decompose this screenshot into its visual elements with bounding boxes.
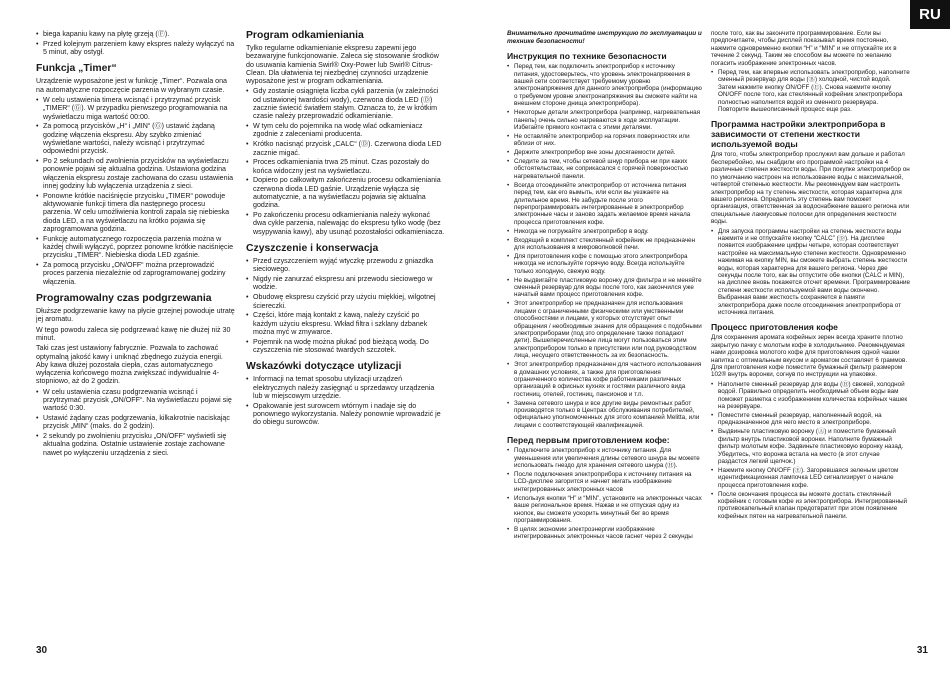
- heading-safety: Инструкция по технике безопасности: [507, 51, 667, 62]
- list-item: • Przed czyszczeniem wyjąć wtyczkę przewodu z gniazdka sieciowego.: [246, 257, 445, 274]
- list-item: • Funkcję automatycznego rozpoczęcia parzenia można w każdej chwili wyłączyć, poprzez ponowne krótkie naciśnięcie przycisku „TIMER“. Niebieska dioda LED zgaśnie.: [36, 235, 235, 260]
- keep-warm-list: [36, 388, 235, 457]
- first-use-list: [507, 447, 702, 540]
- disposal-list: [246, 375, 445, 426]
- list-item: • Gdy zostanie osiągnięta liczba cykli parzenia (w zależności od ustawionej twardości wody), czerwona dioda LED (Ⓓ) zacznie świecić światłem stałym. Oznacza to, że w krótkim czasie należy przeprowadzić odkamienianie.: [246, 87, 445, 120]
- paragraph: Для того, чтобы электроприбор прослужил вам дольше и работал бесперебойно, мы снабдили его программой настройки на 4 различные степени жесткости воды. При покупке электроприбор он по умолчанию настроен на использование воды с максимальной, четвертой степенью жесткости. Мы рекомендуем вам настроить электроприбор на ту степень жесткости, которая характерна для вашего региона. Определить эту степень вам поможет организация, ответственная за водоснабжение вашего региона или специальные лакмусовые полоски для определения жесткости воды.: [711, 151, 910, 226]
- russian-section-right: [711, 30, 910, 520]
- list-item: • Ponowne krótkie naciśnięcie przycisku „TIMER“ powoduje aktywowanie funkcji timera dla następnego procesu parzenia. W celu umożliwienia kontroli zapala się niebieska dioda LED, a na wyświetlaczu na krótko pojawia się zaprogramowana godzina.: [36, 192, 235, 233]
- paragraph: Taki czas jest ustawiony fabrycznie. Pozwala to zachować optymalną jakość kawy i uniknąć zbędnego zużycia energii. Aby kawa dłużej pozostała ciepła, czas automatycznego wyłączenia końcowego można zwiększać indywidualnie 4-stopniowo, aż do 2 godzin.: [36, 344, 223, 386]
- list-item: • Не выдвигайте пластиковую воронку для фильтра и не меняйте сменный резервуар для воды после того, как закончился уже начатый вами процесс приготовления кофе.: [507, 277, 702, 299]
- paragraph: после того, как вы закончите программирование. Если вы предпочитаете, чтобы дисплей показывал время постоянно, нажмите одновременно кнопки “H” и “MIN” и не отпускайте их в течение 2 секунд. Таким же способом вы можете по желанию погасить изображение электронных часов.: [711, 30, 897, 67]
- heading-first-use: Перед первым приготовлением кофе:: [507, 435, 670, 446]
- column-1: [36, 30, 235, 459]
- list-item: • В целях экономии электроэнергии изображение интегрированных электронных часов гаснет через 2 секунды: [507, 526, 702, 541]
- list-item: • Используя кнопки “H” и “MIN”, установите на электронных часах ваше региональное время. Нажав и не отпуская одну из кнопок, вы сможете ускорить минутный бег во время программирования.: [507, 495, 702, 525]
- list-item: • Ustawić żądany czas podgrzewania, kilkakrotnie naciskając przycisk „MIN“ (maks. do 2 godzin).: [36, 414, 235, 431]
- language-tab: RU: [910, 0, 950, 29]
- heading-decalcification: Program odkamieniania: [246, 30, 364, 41]
- list-item: • Po 2 sekundach od zwolnienia przycisków na wyświetlaczu ponownie pojawi się aktualna godzina. Ustawiona godzina włączenia ekspresu zostaje zachowana do czasu ustawienia innej godziny lub wyłączenia urządzenia z sieci.: [36, 157, 235, 190]
- decalcification-list: [246, 87, 445, 236]
- list-item: • После окончания процесса вы можете достать стеклянный кофейник с готовым кофе из электроприбора. Интегрированный противокапельный клапан предотвратит при этом появление кофейных пятен на нагревательной панели.: [711, 491, 910, 521]
- cleaning-list: [246, 257, 445, 354]
- paragraph: Для сохранения аромата кофейных зерен всегда храните плотно закрытую пачку с молотым кофе в холодильнике. Рекомендуемая нами дозировка молотого кофе для приготовления одной чашки напитка с оптимальным вкусом и ароматом составляет 6 граммов. Для приготовления кофе поместите бумажный фильтр размером 102® внутрь воронки, согнув по инструкции на упаковке.: [711, 334, 908, 379]
- paragraph: Dłuższe podgrzewanie kawy na płycie grzejnej powoduje utratę jej aromatu.: [36, 307, 235, 324]
- page-number-left: 30: [36, 645, 48, 656]
- list-item: • Перед тем, как впервые использовать электроприбор, наполните сменный резервуар для воды (Ⓑ) холодной, чистой водой. Затем нажмите кнопку ON/OFF (Ⓔ). Снова нажмите кнопку ON/OFF после того, как стеклянный кофейник электроприбора полностью наполнится водой из сменного резервуара. Повторите вышеописанный процесс еще раз.: [711, 69, 910, 113]
- list-item: • Za pomocą przycisku „ON/OFF“ można przeprowadzić proces parzenia niezależnie od zaprogramowanej godziny włączenia.: [36, 261, 235, 286]
- list-item: • Po zakończeniu procesu odkamieniania należy wykonać dwa cykle parzenia, nalewając do ekspresu tylko wodę (bez wsypywania kawy), aby usunąć pozostałości odkamieniacza.: [246, 211, 445, 236]
- paragraph: W tego powodu zaleca się podgrzewać kawę nie dłużej niż 30 minut.: [36, 325, 231, 342]
- water-hardness-list: [711, 228, 910, 317]
- list-item: • Подключите электроприбор к источнику питания. Для уменьшения или увеличения длины сетевого шнура вы можете использовать гнездо для хранения сетевого шнура (Ⓗ).: [507, 447, 702, 469]
- list-item: • Замена сетевого шнура и все другие виды ремонтных работ производятся только в Центрах обслуживания потребителей, официально уполномоченных для этого компанией Melitta, или лицами с соответствующей квалификацией.: [507, 400, 702, 430]
- heading-keep-warm: Programowalny czas podgrzewania: [36, 293, 212, 305]
- list-item: • Входящий в комплект стеклянный кофейник не предназначен для использования в микроволновой печи.: [507, 237, 702, 252]
- heading-water-hardness: Программа настройки электроприбора в зависимости от степени жесткости используемой воды: [711, 119, 886, 150]
- list-item: • Przed kolejnym parzeniem kawy ekspres należy wyłączyć na 5 minut, aby ostygł.: [36, 40, 235, 57]
- list-item: • Nigdy nie zanurzać ekspresu ani przewodu sieciowego w wodzie.: [246, 275, 445, 292]
- intro-list: [36, 30, 235, 56]
- list-item: • Dopiero po całkowitym zakończeniu procesu odkamieniania czerwona dioda LED gaśnie. Urządzenie wyłącza się automatycznie, a na wyświetlaczu pojawia się aktualna godzina.: [246, 176, 445, 209]
- heading-disposal: Wskazówki dotyczące utylizacji: [246, 361, 402, 373]
- list-item: • Pojemnik na wodę można płukać pod bieżącą wodą. Do czyszczenia nie stosować twardych szczotek.: [246, 338, 445, 355]
- list-item: • Za pomocą przycisków „H“ i „MIN“ (Ⓖ) ustawić żądaną godzinę włączenia ekspresu. Aby szybko zmieniać wyświetlane wartości, należy wcisnąć i przytrzymać odpowiedni przycisk.: [36, 122, 235, 155]
- safety-list: [507, 63, 702, 429]
- list-item: • Этот электроприбор предназначен для частного использования в домашних условиях, а также для приготовления ограниченного количества кофе работниками различных организаций в офисных кухнях и гостями различного вида гостиниц, отелей, гостиниц, пансионов и т.п.: [507, 361, 702, 398]
- list-item: • Выдвиньте пластиковую воронку (Ⓐ) и поместите бумажный фильтр внутрь пластиковой воронки. Наполните бумажный фильтр молотым кофе. Задвиньте пластиковую воронку назад. Убедитесь, что воронка встала на место (в этот случае раздастся легкий щелчок.): [711, 428, 910, 465]
- paragraph: Urządzenie wyposażone jest w funkcję „Timer“. Pozwala ona na automatyczne rozpoczęcie parzenia w wybranym czasie.: [36, 77, 227, 94]
- warning-note: Внимательно прочитайте инструкцию по эксплуатации и технике безопасности!: [507, 30, 702, 45]
- list-item: • Поместите сменный резервуар, наполненный водой, на предназначенное для него место в электроприборе.: [711, 412, 910, 427]
- list-item: • Proces odkamieniania trwa 25 minut. Czas pozostały do końca widoczny jest na wyświetlaczu.: [246, 158, 445, 175]
- list-item: • biega kapaniu kawy na płytę grzeją (Ⓕ).: [36, 30, 235, 38]
- russian-section-left: [507, 30, 702, 541]
- heading-cleaning: Czyszczenie i konserwacja: [246, 243, 379, 255]
- list-item: • Следите за тем, чтобы сетевой шнур прибора ни при каких обстоятельствах, не соприкасался с горячей поверхностью нагревательной панели.: [507, 158, 702, 180]
- list-item: • W celu ustawienia timera wcisnąć i przytrzymać przycisk „TIMER“ (Ⓖ). W przypadku pierwszego programowania na wyświetlaczu miga wartość 00:00.: [36, 96, 235, 121]
- list-item: • Opakowanie jest surowcem wtórnym i nadaje się do ponownego wykorzystania. Należy ponownie wprowadzić je do obiegu surowców.: [246, 402, 445, 427]
- list-item: • W celu ustawienia czasu podgrzewania wcisnąć i przytrzymać przycisk „ON/OFF“. Na wyświetlaczu pojawi się wartość 0:30.: [36, 388, 235, 413]
- list-item: • Всегда отсоединяйте электроприбор от источника питания перед тем, как его вымыть, или если вы уезжаете на длительное время. Не забудьте после этого перепрограммировать интегрированные в электроприбор электронные часы и заново задать желаемое время начала процесса приготовления кофе.: [507, 182, 702, 226]
- column-2: [246, 30, 445, 429]
- list-item: • W tym celu do pojemnika na wodę wlać odkamieniacz zgodnie z zaleceniami producenta.: [246, 122, 445, 139]
- list-item: • Перед тем, как подключить электроприбор к источнику питания, удостоверьтесь, что уровень электронапряжения в вашей сети соответствует требуемому уровню электронапряжения для данного электроприбора (информацию о требуемом уровне электронапряжения вы сможете найти на внешнем стороне днища электроприбора).: [507, 63, 702, 107]
- first-use-continued-list: [711, 69, 910, 113]
- page-number-right: 31: [916, 645, 928, 656]
- list-item: • Для приготовления кофе с помощью этого электроприбора никогда не используйте горячую воду. Всегда используйте только холодную, свежую воду.: [507, 253, 702, 275]
- list-item: • Części, które mają kontakt z kawą, należy czyścić po każdym użyciu ekspresu. Wkład filtra i szklany dzbanek można myć w zmywarce.: [246, 311, 445, 336]
- list-item: • Krótko nacisnąć przycisk „CALC“ (Ⓓ). Czerwona dioda LED zacznie migać.: [246, 140, 445, 157]
- list-item: • 2 sekundy po zwolnieniu przycisku „ON/OFF“ wyświetli się aktualna godzina. Ostatnie ustawienie zostaje zachowane nawet po wyłączeniu urządzenia z sieci.: [36, 432, 235, 457]
- column-3: [507, 30, 702, 543]
- list-item: • Informacji na temat sposobu utylizacji urządzeń elektrycznych należy zasięgnąć u sprzedawcy urządzenia lub w miejscowym urzędzie.: [246, 375, 445, 400]
- list-item: • Нажмите кнопку ON/OFF (Ⓔ). Загоревшаяся зеленым цветом идентификационная лампочка LED сигнализирует о начале процесса приготовления кофе.: [711, 467, 910, 489]
- list-item: • Держите электроприбор вне зоны досягаемости детей.: [507, 149, 702, 156]
- column-4: [711, 30, 910, 522]
- list-item: • После подключения электроприбора к источнику питания на LCD-дисплее загорится и начнет мигать изображение интегрированных электронных часов: [507, 471, 702, 493]
- list-item: • Не оставляйте электроприбор на горячих поверхностях или вблизи от них.: [507, 133, 702, 148]
- list-item: • Obudowę ekspresu czyścić przy użyciu miękkiej, wilgotnej ściereczki.: [246, 293, 445, 310]
- brewing-list: [711, 381, 910, 520]
- list-item: • Некоторые детали электроприбора (например, нагревательная панель) очень сильно нагреваются в ходе эксплуатации. Избегайте прямого контакта с этими деталями.: [507, 109, 702, 131]
- list-item: • Этот электроприбор не предназначен для использования лицами с ограниченными физическими или умственными способностями и лицами, у которых отсутствует опыт обращения / необходимые знания для обращения с подобными электроприборами (под это определение также попадают дети). Вышеперечисленные лица могут пользоваться этим электроприбором только в присутствии или под руководством лица, несущего ответственность за их безопасность.: [507, 300, 702, 359]
- list-item: • Никогда не погружайте электроприбор в воду.: [507, 228, 702, 235]
- paragraph: Tylko regularne odkamienianie ekspresu zapewni jego bezawaryjne funkcjonowanie. Zaleca się stosowanie środków do usuwania kamienia Swirl® Oxy-Power lub Swirl® Citrus-Clean. Dla ułatwienia tej niezbędnej czynności urządzenie wyposażone jest w program odkamieniania.: [246, 44, 439, 86]
- list-item: • Наполните сменный резервуар для воды (Ⓑ) свежей, холодной водой. Правильно определить необходимый объем воды вам поможет разметка с изображением количества кофейных чашек на резервуаре.: [711, 381, 910, 411]
- heading-brewing: Процесс приготовления кофе: [711, 322, 838, 333]
- timer-list: [36, 96, 235, 286]
- heading-timer: Funkcja „Timer“: [36, 63, 117, 75]
- list-item: • Для запуска программы настройки на степень жесткости воды нажмите и не отпускайте кнопку “CALC” (Ⓓ). На дисплее появится изображение цифры четыре, которая соответствует настройке на максимальную степени жесткости. Одновременно нажимая на кнопку MIN, вы сможете выбрать степень жесткости воды, которая характерна для вашего региона. Через две секунды после того, как вы отпустите обе кнопки (CALC и MIN), на дисплее вновь покажется отсчет времени. Программирование степени жесткости используемой вами воды окончено. Выбранная вами жесткость сохраняется в памяти электроприбора даже после отсоединения электроприбора от источника питания.: [711, 228, 910, 317]
